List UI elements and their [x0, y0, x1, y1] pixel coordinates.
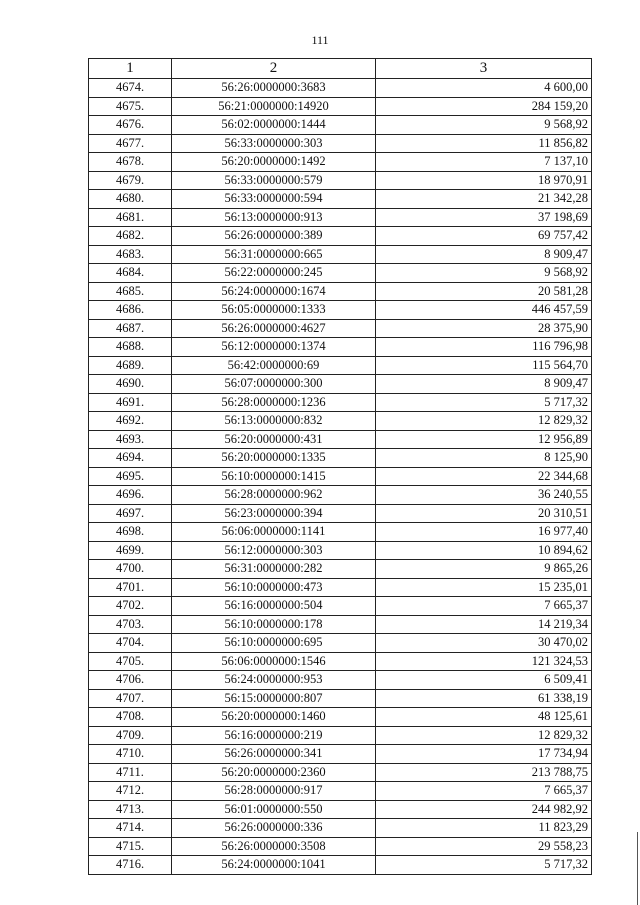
table-row [89, 412, 592, 431]
table-row [89, 282, 592, 301]
table-row [89, 97, 592, 116]
cadastral-number-cell: 56:07:0000000:300 [172, 375, 376, 394]
table-row [89, 578, 592, 597]
value-cell: 446 457,59 [376, 301, 592, 320]
row-number-cell: 4691. [89, 393, 172, 412]
cadastral-number-cell: 56:28:0000000:1236 [172, 393, 376, 412]
column-header-1: 1 [89, 59, 172, 79]
row-number-cell: 4716. [89, 856, 172, 875]
value-cell: 15 235,01 [376, 578, 592, 597]
table-row [89, 745, 592, 764]
table-row [89, 393, 592, 412]
table-row [89, 171, 592, 190]
row-number-cell: 4677. [89, 134, 172, 153]
row-number-cell: 4715. [89, 837, 172, 856]
value-cell: 115 564,70 [376, 356, 592, 375]
table-row [89, 449, 592, 468]
value-cell: 11 856,82 [376, 134, 592, 153]
row-number-cell: 4708. [89, 708, 172, 727]
cadastral-number-cell: 56:33:0000000:594 [172, 190, 376, 209]
table-row [89, 837, 592, 856]
cadastral-number-cell: 56:26:0000000:341 [172, 745, 376, 764]
row-number-cell: 4687. [89, 319, 172, 338]
row-number-cell: 4702. [89, 597, 172, 616]
value-cell: 8 909,47 [376, 375, 592, 394]
value-cell: 29 558,23 [376, 837, 592, 856]
cadastral-number-cell: 56:20:0000000:1335 [172, 449, 376, 468]
table-row [89, 375, 592, 394]
value-cell: 21 342,28 [376, 190, 592, 209]
value-cell: 12 829,32 [376, 412, 592, 431]
cadastral-number-cell: 56:33:0000000:579 [172, 171, 376, 190]
row-number-cell: 4703. [89, 615, 172, 634]
value-cell: 61 338,19 [376, 689, 592, 708]
value-cell: 28 375,90 [376, 319, 592, 338]
cadastral-number-cell: 56:28:0000000:917 [172, 782, 376, 801]
cadastral-number-cell: 56:21:0000000:14920 [172, 97, 376, 116]
table-row [89, 689, 592, 708]
row-number-cell: 4695. [89, 467, 172, 486]
cadastral-number-cell: 56:23:0000000:394 [172, 504, 376, 523]
table-row [89, 819, 592, 838]
row-number-cell: 4678. [89, 153, 172, 172]
row-number-cell: 4676. [89, 116, 172, 135]
value-cell: 9 568,92 [376, 116, 592, 135]
row-number-cell: 4711. [89, 763, 172, 782]
cadastral-number-cell: 56:24:0000000:953 [172, 671, 376, 690]
cadastral-number-cell: 56:06:0000000:1141 [172, 523, 376, 542]
cadastral-number-cell: 56:26:0000000:3683 [172, 79, 376, 98]
cadastral-number-cell: 56:20:0000000:1460 [172, 708, 376, 727]
cadastral-number-cell: 56:42:0000000:69 [172, 356, 376, 375]
table-row [89, 856, 592, 875]
value-cell: 36 240,55 [376, 486, 592, 505]
row-number-cell: 4690. [89, 375, 172, 394]
cadastral-number-cell: 56:33:0000000:303 [172, 134, 376, 153]
table-row [89, 523, 592, 542]
table-row [89, 116, 592, 135]
cadastral-number-cell: 56:05:0000000:1333 [172, 301, 376, 320]
table-row [89, 726, 592, 745]
row-number-cell: 4704. [89, 634, 172, 653]
row-number-cell: 4684. [89, 264, 172, 283]
cadastral-number-cell: 56:12:0000000:303 [172, 541, 376, 560]
table-row [89, 671, 592, 690]
value-cell: 14 219,34 [376, 615, 592, 634]
cadastral-number-cell: 56:26:0000000:3508 [172, 837, 376, 856]
value-cell: 30 470,02 [376, 634, 592, 653]
cadastral-number-cell: 56:10:0000000:1415 [172, 467, 376, 486]
row-number-cell: 4699. [89, 541, 172, 560]
table-row [89, 153, 592, 172]
registry-table [88, 58, 592, 875]
cadastral-number-cell: 56:10:0000000:178 [172, 615, 376, 634]
row-number-cell: 4689. [89, 356, 172, 375]
cadastral-number-cell: 56:10:0000000:473 [172, 578, 376, 597]
value-cell: 244 982,92 [376, 800, 592, 819]
row-number-cell: 4706. [89, 671, 172, 690]
value-cell: 69 757,42 [376, 227, 592, 246]
row-number-cell: 4686. [89, 301, 172, 320]
row-number-cell: 4683. [89, 245, 172, 264]
value-cell: 6 509,41 [376, 671, 592, 690]
value-cell: 11 823,29 [376, 819, 592, 838]
row-number-cell: 4692. [89, 412, 172, 431]
row-number-cell: 4707. [89, 689, 172, 708]
table-row [89, 134, 592, 153]
row-number-cell: 4685. [89, 282, 172, 301]
value-cell: 5 717,32 [376, 393, 592, 412]
table-row [89, 319, 592, 338]
cadastral-number-cell: 56:06:0000000:1546 [172, 652, 376, 671]
row-number-cell: 4675. [89, 97, 172, 116]
table-row [89, 356, 592, 375]
cadastral-number-cell: 56:26:0000000:4627 [172, 319, 376, 338]
value-cell: 284 159,20 [376, 97, 592, 116]
value-cell: 22 344,68 [376, 467, 592, 486]
value-cell: 18 970,91 [376, 171, 592, 190]
cadastral-number-cell: 56:20:0000000:1492 [172, 153, 376, 172]
value-cell: 12 829,32 [376, 726, 592, 745]
cadastral-number-cell: 56:26:0000000:389 [172, 227, 376, 246]
value-cell: 9 568,92 [376, 264, 592, 283]
table-row [89, 782, 592, 801]
value-cell: 12 956,89 [376, 430, 592, 449]
value-cell: 8 125,90 [376, 449, 592, 468]
cadastral-number-cell: 56:20:0000000:2360 [172, 763, 376, 782]
table-row [89, 708, 592, 727]
cadastral-number-cell: 56:16:0000000:219 [172, 726, 376, 745]
cadastral-number-cell: 56:26:0000000:336 [172, 819, 376, 838]
cadastral-number-cell: 56:24:0000000:1674 [172, 282, 376, 301]
value-cell: 20 581,28 [376, 282, 592, 301]
row-number-cell: 4709. [89, 726, 172, 745]
column-header-3: 3 [376, 59, 592, 79]
value-cell: 7 665,37 [376, 782, 592, 801]
value-cell: 5 717,32 [376, 856, 592, 875]
scan-edge-line [637, 832, 638, 905]
cadastral-number-cell: 56:31:0000000:665 [172, 245, 376, 264]
value-cell: 7 665,37 [376, 597, 592, 616]
cadastral-number-cell: 56:15:0000000:807 [172, 689, 376, 708]
row-number-cell: 4674. [89, 79, 172, 98]
cadastral-number-cell: 56:01:0000000:550 [172, 800, 376, 819]
value-cell: 16 977,40 [376, 523, 592, 542]
table-row [89, 79, 592, 98]
value-cell: 8 909,47 [376, 245, 592, 264]
value-cell: 9 865,26 [376, 560, 592, 579]
value-cell: 17 734,94 [376, 745, 592, 764]
row-number-cell: 4682. [89, 227, 172, 246]
cadastral-number-cell: 56:12:0000000:1374 [172, 338, 376, 357]
table-row [89, 227, 592, 246]
table-row [89, 245, 592, 264]
table-row [89, 208, 592, 227]
row-number-cell: 4712. [89, 782, 172, 801]
table-row [89, 597, 592, 616]
cadastral-number-cell: 56:24:0000000:1041 [172, 856, 376, 875]
row-number-cell: 4680. [89, 190, 172, 209]
table-row [89, 615, 592, 634]
row-number-cell: 4713. [89, 800, 172, 819]
column-header-2: 2 [172, 59, 376, 79]
table-row [89, 560, 592, 579]
table-row [89, 486, 592, 505]
table-row [89, 264, 592, 283]
table-row [89, 190, 592, 209]
row-number-cell: 4696. [89, 486, 172, 505]
row-number-cell: 4710. [89, 745, 172, 764]
cadastral-number-cell: 56:10:0000000:695 [172, 634, 376, 653]
header-row [89, 59, 592, 79]
cadastral-number-cell: 56:13:0000000:913 [172, 208, 376, 227]
table-row [89, 541, 592, 560]
row-number-cell: 4679. [89, 171, 172, 190]
table-row [89, 800, 592, 819]
value-cell: 37 198,69 [376, 208, 592, 227]
value-cell: 121 324,53 [376, 652, 592, 671]
value-cell: 48 125,61 [376, 708, 592, 727]
value-cell: 10 894,62 [376, 541, 592, 560]
value-cell: 7 137,10 [376, 153, 592, 172]
table-row [89, 301, 592, 320]
table-row [89, 467, 592, 486]
row-number-cell: 4705. [89, 652, 172, 671]
row-number-cell: 4700. [89, 560, 172, 579]
row-number-cell: 4681. [89, 208, 172, 227]
table-row [89, 504, 592, 523]
value-cell: 213 788,75 [376, 763, 592, 782]
cadastral-number-cell: 56:13:0000000:832 [172, 412, 376, 431]
cadastral-number-cell: 56:31:0000000:282 [172, 560, 376, 579]
table-row [89, 338, 592, 357]
row-number-cell: 4694. [89, 449, 172, 468]
row-number-cell: 4688. [89, 338, 172, 357]
row-number-cell: 4693. [89, 430, 172, 449]
cadastral-number-cell: 56:16:0000000:504 [172, 597, 376, 616]
row-number-cell: 4714. [89, 819, 172, 838]
row-number-cell: 4697. [89, 504, 172, 523]
table-row [89, 763, 592, 782]
cadastral-number-cell: 56:22:0000000:245 [172, 264, 376, 283]
table-row [89, 634, 592, 653]
row-number-cell: 4698. [89, 523, 172, 542]
value-cell: 116 796,98 [376, 338, 592, 357]
value-cell: 20 310,51 [376, 504, 592, 523]
row-number-cell: 4701. [89, 578, 172, 597]
value-cell: 4 600,00 [376, 79, 592, 98]
cadastral-number-cell: 56:20:0000000:431 [172, 430, 376, 449]
cadastral-number-cell: 56:02:0000000:1444 [172, 116, 376, 135]
table-row [89, 652, 592, 671]
cadastral-number-cell: 56:28:0000000:962 [172, 486, 376, 505]
table-row [89, 430, 592, 449]
page-number: 111 [311, 33, 329, 47]
